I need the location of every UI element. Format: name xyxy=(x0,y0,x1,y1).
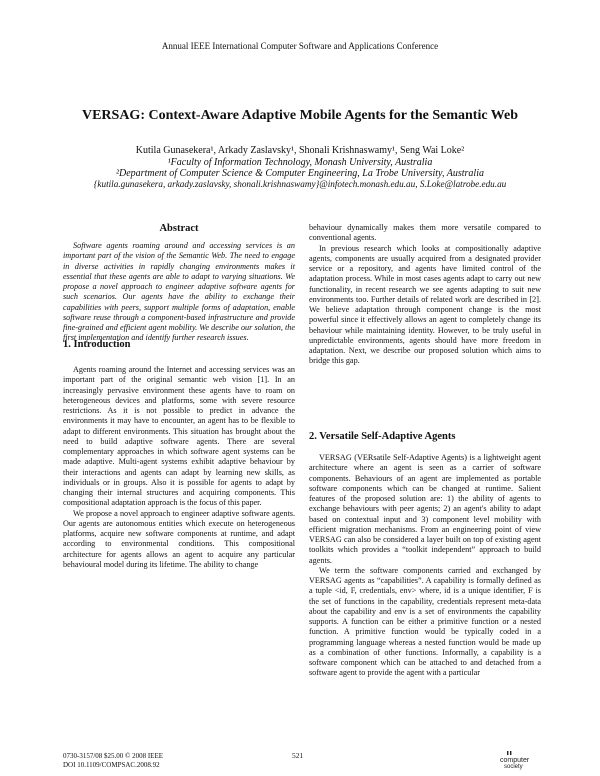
section-2-heading: 2. Versatile Self-Adaptive Agents xyxy=(309,431,456,442)
abstract-text xyxy=(63,241,295,344)
versag-paragraph-1: VERSAG (VERsatile Self-Adaptive Agents) is a lightweight agent architecture where an agent is seen as a carrier of software components. Behaviours of an agent are implemented as portable software components which can be changed at runtime. Salient features of the proposed solution are: 1) the ability of agents to exchange behaviours with peer agents; 2) an agent's ability to adapt based on contextual input and 3) component level mobility with efficient migration mechanisms. From an engineering point of view VERSAG can also be considered a layer built on top of existing agent toolkits which provides a “toolkit independent” approach to build agents. xyxy=(309,453,541,565)
abstract-heading: Abstract xyxy=(159,223,199,234)
author-emails: {kutila.gunasekera, arkady.zaslavsky, shonali.krishnaswamy}@infotech.monash.edu.au, S.Loke@latrobe.edu.au xyxy=(93,179,507,189)
section-1-heading: 1. Introduction xyxy=(63,339,131,350)
intro-paragraph-1: Agents roaming around the Internet and accessing services was an important part of the original semantic web vision [1]. In an increasingly pervasive environment these agents have to roam on heterogeneous devices and platforms, some with severe resource restrictions. As it is not possible to predict in advance the environments it may have to encounter, an agent has to be flexible to adapt to different environments. This situation has brought about the need to build adaptive software agents. There are several complementary approaches in which software agent systems can be made adaptive. Multi-agent systems exhibit adaptive behaviour by their interactions and agents can adapt by learning new skills, as individuals or in groups. Also it is possible for agents to adapt by changing their internal structures and acquiring components. This compositional adaptation approach is the focus of this paper. xyxy=(63,365,295,508)
intro-continued-paragraph: behaviour dynamically makes them more versatile compared to conventional agents. xyxy=(309,223,541,243)
paper-title: VERSAG: Context-Aware Adaptive Mobile Agents for the Semantic Web xyxy=(81,108,519,123)
logo-word-2: society xyxy=(504,764,523,770)
page-number: 521 xyxy=(292,751,304,760)
logo-word-1: computer xyxy=(500,757,530,764)
right-column-intro-continued xyxy=(309,223,541,367)
affiliation-1: ¹Faculty of Information Technology, Monash University, Australia xyxy=(167,157,433,168)
logo-bar-icon xyxy=(507,751,508,755)
computer-society-logo xyxy=(482,750,542,770)
intro-paragraph-2: We propose a novel approach to engineer adaptive software agents. Our agents are autonomous entities which execute on heterogeneous platforms, acquire new software components at runtime, and adapt according to environmental conditions. This compositional architecture for agents allows an agent to acquire any particular behavioural model during its lifetime. The ability to change xyxy=(63,508,295,569)
versatile-agents-text xyxy=(309,453,541,679)
related-work-paragraph: In previous research which looks at compositionally adaptive agents, components are usually acquired from a designated provider service or a repository, and agents have limited control of the adaptation process. While in most cases agents adapt to carry out new functionality, in recent research we see agents adapting to suit new environments too. Further details of related work are described in [2]. We believe adaptation through component change is the most powerful since it effectively allows an agent to completely change its behaviour while maintaining identity. However, to be truly useful in unpredictable environments, agents should have more freedom in adaptation. Next, we describe our proposed solution which aims to bridge this gap. xyxy=(309,243,541,366)
affiliation-2: ²Department of Computer Science & Computer Engineering, La Trobe University, Australia xyxy=(116,168,484,179)
abstract-paragraph: Software agents roaming around and accessing services is an important part of the vision of the Semantic Web. The need to engage in diverse activities in rapidly changing environments makes it essential that these agents are able to adapt to varying situations. We propose a novel approach to engineer adaptive software agents for such scenarios. Our agents have the ability to exchange their capabilities with peers, support multiple forms of adaptation, enable software reuse through a component-based infrastructure and provide fine-grained and efficient agent mobility. We describe our solution, the first implementation and identify further research issues. xyxy=(63,241,295,343)
logo-bar-icon xyxy=(510,751,511,755)
copyright-footer xyxy=(63,752,163,769)
versag-paragraph-2: We term the software components carried and exchanged by VERSAG agents as “capabilities”. A capability is formally defined as a tuple <id, F, credentials, env> where, id is a unique identifier, F is the set of functions in the capability, credentials represent meta-data about the capability and env is a set of environments the capability supports. A function can be either a primitive function or a nested function. A primitive function would be typically coded in a programming language whereas a nested function would be made up as a combination of other functions. Informally, a capability is a software component which can be attached to and detached from a software agent to provide the agent with a particular xyxy=(309,565,541,678)
authors: Kutila Gunasekera¹, Arkady Zaslavsky¹, Shonali Krishnaswamy¹, Seng Wai Loke² xyxy=(135,145,465,156)
introduction-text xyxy=(63,365,295,570)
copyright-line: 0730-3157/08 $25.00 © 2008 IEEE xyxy=(63,752,164,760)
doi-line: DOI 10.1109/COMPSAC.2008.92 xyxy=(63,760,160,769)
conference-header: Annual IEEE International Computer Software and Applications Conference xyxy=(161,41,439,51)
